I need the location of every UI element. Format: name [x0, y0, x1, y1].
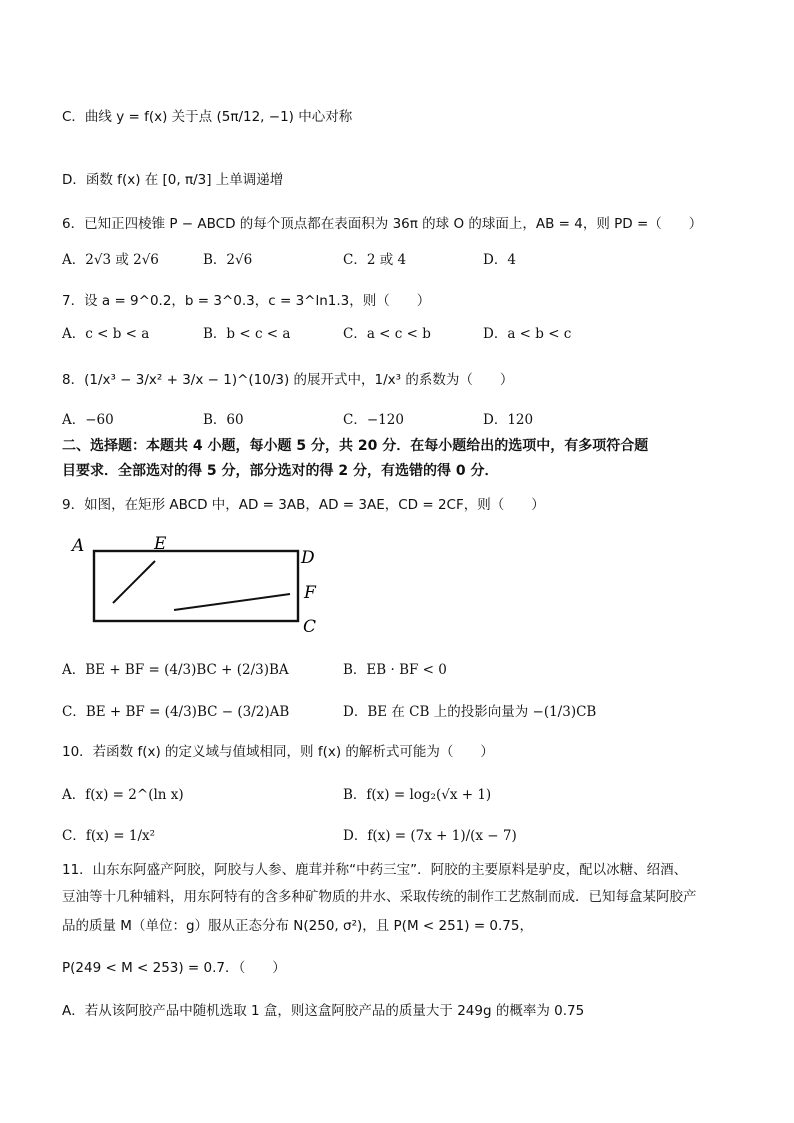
q10-option-c: C．f(x) = 1/x²: [62, 828, 156, 844]
q9-option-d: D．BE 在 CB 上的投影向量为 −(1/3)CB: [343, 704, 597, 720]
question-9: 9．如图，在矩形 ABCD 中，AD = 3AB，AD = 3AE，CD = 2CF，则（ ）: [62, 497, 545, 513]
question-11-line-2: 豆油等十几种辅料，用东阿特有的含多种矿物质的井水、采取传统的制作工艺熬制而成．已知每盒某阿胶产: [62, 889, 697, 905]
question-11-line-1: 11．山东东阿盛产阿胶，阿胶与人参、鹿茸并称“中药三宝”．阿胶的主要原料是驴皮，配以冰糖、绍酒、: [62, 862, 688, 878]
q8-option-a: A．−60: [62, 412, 114, 428]
section-2-heading-line-2: 目要求．全部选对的得 5 分，部分选对的得 2 分，有选错的得 0 分．: [62, 463, 499, 479]
q6-option-a: A．2√3 或 2√6: [62, 252, 159, 268]
label-d: D: [301, 548, 315, 568]
q10-option-d: D．f(x) = (7x + 1)/(x − 7): [343, 828, 517, 844]
q8-option-b: B．60: [203, 412, 244, 428]
q7-option-d: D．a < b < c: [483, 326, 572, 342]
question-7: 7．设 a = 9^0.2，b = 3^0.3，c = 3^ln1.3，则（ ）: [62, 293, 431, 309]
q10-option-a: A．f(x) = 2^(ln x): [62, 787, 184, 803]
question-6: 6．已知正四棱锥 P − ABCD 的每个顶点都在表面积为 36π 的球 O 的球面上，AB = 4，则 PD =（ ）: [62, 216, 703, 232]
segment-be: [113, 561, 155, 603]
q6-option-d: D．4: [483, 252, 516, 268]
q8-option-d: D．120: [483, 412, 534, 428]
q6-option-b: B．2√6: [203, 252, 253, 268]
label-f: F: [304, 583, 316, 603]
segment-bf: [174, 594, 290, 610]
q8-option-c: C．−120: [343, 412, 404, 428]
rectangle-figure: [70, 533, 330, 638]
q9-option-c: C．BE + BF = (4/3)BC − (3/2)AB: [62, 704, 290, 720]
label-c: C: [303, 617, 317, 637]
q6-option-c: C．2 或 4: [343, 252, 407, 268]
question-8: 8．(1/x³ − 3/x² + 3/x − 1)^(10/3) 的展开式中，1/x³ 的系数为（ ）: [62, 372, 514, 388]
label-a: A: [72, 536, 85, 556]
question-11-line-4: P(249 < M < 253) = 0.7．（ ）: [62, 960, 286, 976]
section-2-heading-line-1: 二、选择题：本题共 4 小题，每小题 5 分，共 20 分．在每小题给出的选项中，有多项符合题: [62, 438, 649, 454]
q7-option-c: C．a < c < b: [343, 326, 431, 342]
label-e: E: [154, 534, 167, 554]
rectangle-abcd: [94, 551, 298, 621]
q9-option-b: B．EB · BF < 0: [343, 662, 447, 678]
q11-option-a: A．若从该阿胶产品中随机选取 1 盒，则这盒阿胶产品的质量大于 249g 的概率为 0.75: [62, 1003, 585, 1019]
q7-option-a: A．c < b < a: [62, 326, 150, 342]
question-11-line-3: 品的质量 M（单位：g）服从正态分布 N(250, σ²)，且 P(M < 251) = 0.75，: [62, 918, 533, 934]
q5-option-c: C．曲线 y = f(x) 关于点 (5π/12, −1) 中心对称: [62, 109, 353, 125]
q5-option-d: D．函数 f(x) 在 [0, π/3] 上单调递增: [62, 172, 284, 188]
question-10: 10．若函数 f(x) 的定义域与值域相同，则 f(x) 的解析式可能为（ ）: [62, 744, 494, 760]
q7-option-b: B．b < c < a: [203, 326, 291, 342]
q9-option-a: A．BE + BF = (4/3)BC + (2/3)BA: [62, 662, 289, 678]
q10-option-b: B．f(x) = log₂(√x + 1): [343, 787, 492, 803]
